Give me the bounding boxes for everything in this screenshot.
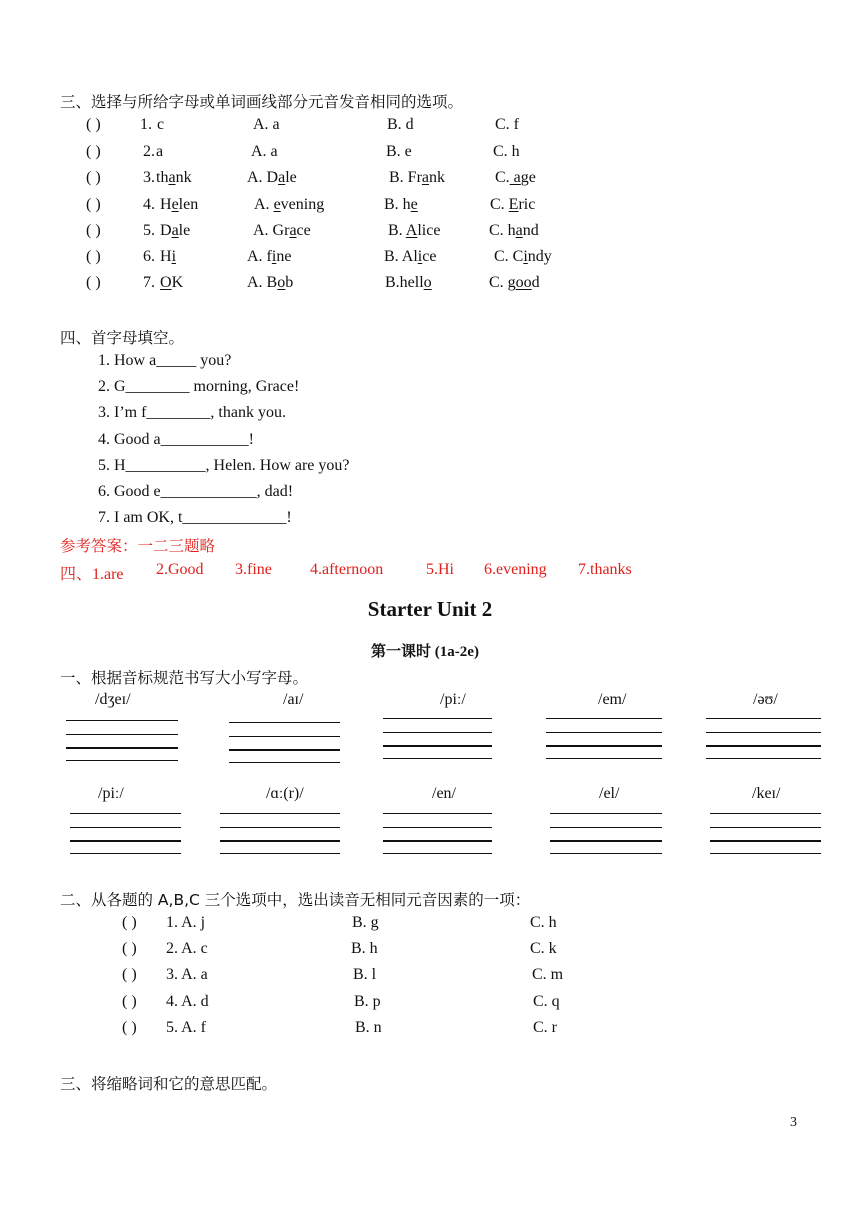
option-a — [247, 248, 291, 266]
option-text: A. — [254, 196, 274, 213]
option-text: ce — [422, 248, 437, 265]
writing-line — [229, 722, 340, 723]
option-b — [388, 222, 440, 240]
answer-paren: ( ) — [86, 116, 101, 133]
answer-item: 四、1.are — [60, 566, 124, 583]
writing-line — [229, 749, 340, 751]
writing-line — [710, 853, 821, 854]
option-c — [490, 196, 535, 214]
underlined-vowel: E — [508, 196, 519, 213]
option-text: nk — [175, 169, 192, 186]
question-option-a: 3. A. a — [166, 966, 208, 984]
writing-line — [383, 853, 492, 854]
question-word — [157, 116, 164, 134]
option-text: vening — [280, 196, 325, 213]
option-text: B. h — [384, 196, 411, 213]
option-text: B. d — [387, 116, 414, 133]
option-text: H — [160, 248, 172, 265]
writing-line — [383, 718, 492, 719]
question-option-a: 5. A. f — [166, 1018, 206, 1036]
writing-line — [546, 745, 662, 747]
unit-title: Starter Unit 2 — [367, 597, 493, 621]
writing-line — [383, 745, 492, 747]
option-c: C. k — [530, 940, 557, 958]
underlined-vowel: i — [523, 248, 528, 265]
option-text: ge — [520, 169, 536, 186]
answer-paren: ( ) — [86, 248, 101, 265]
option-b — [384, 248, 436, 266]
fill-blank-item: 2. G________ morning, Grace! — [98, 378, 300, 396]
phonetic-symbol: /piː/ — [440, 691, 466, 708]
question-option-a: 2. A. c — [166, 940, 208, 958]
underlined-vowel: A — [405, 222, 418, 239]
option-text: len — [178, 196, 199, 213]
writing-line — [66, 720, 178, 721]
answer-paren: ( ) — [86, 222, 101, 239]
underlined-vowel: i — [417, 248, 423, 265]
option-c — [495, 169, 536, 187]
answer-paren: ( ) — [122, 966, 137, 984]
option-text: A. D — [247, 169, 279, 186]
writing-line — [220, 813, 340, 814]
answer-item: 7.thanks — [578, 561, 632, 578]
underlined-vowel: o — [423, 274, 432, 291]
underlined-vowel: e — [171, 196, 179, 213]
question-number: 6. — [143, 248, 155, 265]
option-text: C. — [495, 169, 510, 186]
fill-blank-item: 4. Good a___________! — [98, 430, 254, 448]
option-text: ric — [518, 196, 536, 213]
underlined-vowel: oo — [515, 274, 532, 291]
writing-line — [66, 747, 178, 749]
writing-line — [220, 827, 340, 828]
answer-paren: ( ) — [86, 143, 101, 160]
option-a — [253, 222, 311, 240]
underlined-vowel: a — [278, 169, 286, 186]
option-c: C. m — [532, 966, 564, 984]
underlined-vowel: i — [271, 248, 277, 265]
phonetic-symbol: /piː/ — [98, 785, 124, 802]
question-number: 4. — [143, 196, 155, 213]
writing-line — [706, 758, 821, 759]
option-c — [495, 116, 519, 134]
answer-paren: ( ) — [86, 169, 101, 186]
answer-paren: ( ) — [122, 992, 137, 1010]
option-text: C. f — [495, 116, 519, 133]
writing-line — [229, 762, 340, 763]
fill-blank-item: 1. How a_____ you? — [98, 352, 232, 369]
answer-item: 2.Good — [156, 561, 204, 578]
phonetic-symbol: /əʊ/ — [753, 691, 778, 708]
writing-line — [550, 813, 662, 814]
writing-line — [383, 827, 492, 828]
option-text: D — [160, 222, 172, 239]
writing-line — [706, 718, 821, 719]
question-number: 3. — [143, 169, 155, 186]
answer-paren: ( ) — [122, 940, 137, 958]
option-text: th — [156, 169, 169, 186]
underlined-vowel: o — [277, 274, 286, 291]
option-text: a — [156, 143, 164, 160]
option-text: C. — [490, 196, 509, 213]
question-word — [160, 274, 183, 292]
option-text: B.hell — [385, 274, 424, 291]
option-text: A. f — [247, 248, 272, 265]
writing-line — [66, 734, 178, 735]
question-number: 1. — [140, 116, 152, 133]
phonetic-symbol: /el/ — [599, 785, 620, 802]
underlined-vowel: a — [421, 169, 430, 186]
question-word — [156, 143, 163, 161]
lesson-title: 第一课时 (1a-2e) — [371, 644, 479, 660]
writing-line — [70, 840, 181, 842]
writing-line — [710, 813, 821, 814]
option-a — [247, 274, 293, 292]
question-word — [156, 169, 192, 187]
question-option-a: 1. A. j — [166, 914, 206, 931]
writing-line — [550, 827, 662, 828]
answer-key-heading: 参考答案：一二三题略 — [60, 537, 216, 555]
option-text: lice — [417, 222, 441, 239]
writing-line — [550, 840, 662, 842]
question-word — [160, 248, 176, 266]
option-a — [254, 196, 324, 214]
option-text: ce — [296, 222, 311, 239]
underlined-vowel: O — [160, 274, 172, 291]
option-text: B. Fr — [389, 169, 422, 186]
option-b: B. l — [353, 966, 377, 984]
option-text: K — [171, 274, 184, 291]
option-b — [387, 116, 414, 134]
section3-title: 三、选择与所给字母或单词画线部分元音发音相同的选项。 — [60, 93, 464, 111]
question-word — [160, 222, 190, 240]
question-word — [160, 196, 198, 214]
option-c — [493, 143, 520, 161]
underlined-vowel: a — [168, 169, 176, 186]
fill-blank-item: 7. I am OK, t_____________! — [98, 509, 292, 527]
option-text: b — [285, 274, 294, 291]
phonetic-symbol: /keɪ/ — [752, 785, 781, 802]
writing-line — [383, 840, 492, 842]
question-number: 2. — [143, 143, 155, 160]
option-a — [251, 143, 278, 161]
option-text: ndy — [527, 248, 552, 265]
writing-line — [70, 827, 181, 828]
option-b — [386, 143, 412, 161]
option-text: A. Gr — [253, 222, 290, 239]
writing-line — [383, 732, 492, 733]
writing-line — [546, 758, 662, 759]
writing-line — [546, 732, 662, 733]
fill-blank-item: 6. Good e____________, dad! — [98, 483, 294, 500]
option-c: C. q — [533, 992, 560, 1010]
phonetics-title: 一、根据音标规范书写大小写字母。 — [60, 669, 309, 687]
writing-line — [229, 736, 340, 737]
phonetic-symbol: /ɑː(r)/ — [266, 785, 304, 802]
option-c — [489, 222, 539, 240]
option-c: C. h — [530, 914, 557, 931]
option-c: C. r — [533, 1018, 557, 1036]
option-text: c — [157, 116, 165, 133]
option-text: nk — [429, 169, 446, 186]
writing-line — [383, 758, 492, 759]
option-b: B. g — [352, 914, 379, 931]
writing-line — [220, 853, 340, 854]
option-text: B. — [388, 222, 406, 239]
underlined-vowel: a — [515, 222, 523, 239]
writing-line — [220, 840, 340, 842]
question-number: 5. — [143, 222, 155, 239]
phonetic-symbol: /dʒeɪ/ — [95, 691, 131, 708]
option-c — [494, 248, 552, 266]
fill-blank-item: 5. H__________, Helen. How are you? — [98, 456, 350, 474]
underlined-vowel: a — [289, 222, 297, 239]
option-text: A. a — [251, 143, 278, 160]
answer-item: 6.evening — [484, 561, 547, 578]
answer-item: 5.Hi — [426, 561, 454, 578]
page-number: 3 — [790, 1115, 797, 1130]
option-a — [253, 116, 280, 134]
writing-line — [706, 745, 821, 747]
writing-line — [383, 813, 492, 814]
underlined-vowel: a — [509, 169, 521, 186]
option-text: C. g — [489, 274, 516, 291]
answer-item: 4.afternoon — [310, 561, 384, 578]
phonetic-symbol: /aɪ/ — [283, 691, 304, 708]
option-text: C. C — [494, 248, 524, 265]
option-text: H — [160, 196, 172, 213]
phonetic-symbol: /en/ — [432, 785, 456, 802]
option-text: le — [178, 222, 191, 239]
option-b: B. h — [351, 940, 378, 958]
writing-line — [710, 827, 821, 828]
question-number: 7. — [143, 274, 155, 291]
option-b: B. p — [354, 992, 381, 1010]
fill-blank-item: 3. I’m f________, thank you. — [98, 404, 286, 422]
option-a — [247, 169, 297, 187]
underlined-vowel: e — [273, 196, 281, 213]
option-b — [389, 169, 445, 187]
answer-paren: ( ) — [86, 274, 101, 291]
option-text: d — [531, 274, 540, 291]
option-c — [489, 274, 540, 292]
answer-item: 3.fine — [235, 561, 272, 578]
answer-paren: ( ) — [122, 1018, 137, 1036]
option-text: B. e — [386, 143, 412, 160]
underlined-vowel: e — [410, 196, 418, 213]
option-text: B. Al — [384, 248, 418, 265]
writing-line — [546, 718, 662, 719]
option-text: A. B — [247, 274, 278, 291]
option-b: B. n — [355, 1018, 382, 1036]
option-b — [384, 196, 418, 214]
section4-title: 四、首字母填空。 — [60, 329, 185, 347]
writing-line — [66, 760, 178, 761]
option-b — [385, 274, 432, 292]
writing-line — [70, 853, 181, 854]
writing-line — [550, 853, 662, 854]
writing-line — [70, 813, 181, 814]
option-text: C. h — [493, 143, 520, 160]
option-text: ne — [276, 248, 292, 265]
answer-paren: ( ) — [86, 196, 101, 213]
phonetic-symbol: /em/ — [598, 691, 627, 708]
vowel-section-title: 二、从各题的 A,B,C 三个选项中，选出读音无相同元音因素的一项： — [60, 891, 531, 909]
option-text: A. a — [253, 116, 280, 133]
writing-line — [706, 732, 821, 733]
match-section-title: 三、将缩略词和它的意思匹配。 — [60, 1075, 278, 1093]
question-option-a: 4. A. d — [166, 992, 209, 1010]
writing-line — [710, 840, 821, 842]
option-text: nd — [522, 222, 539, 239]
answer-paren: ( ) — [122, 914, 137, 931]
option-text: C. h — [489, 222, 516, 239]
option-text: le — [285, 169, 297, 186]
underlined-vowel: a — [171, 222, 179, 239]
underlined-vowel: i — [171, 248, 177, 265]
